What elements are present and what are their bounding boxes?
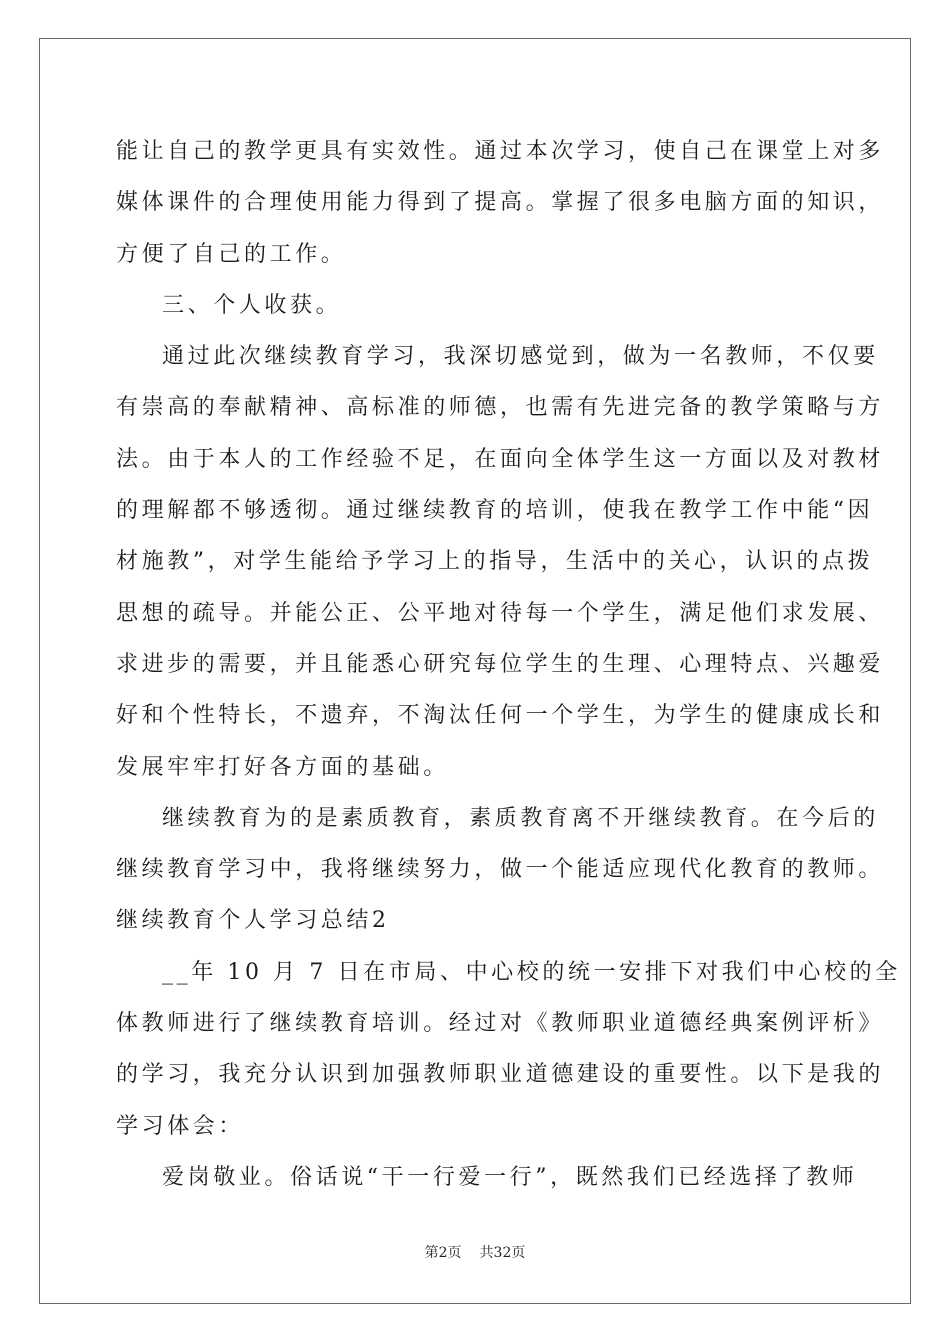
document-body <box>116 126 901 1203</box>
page-footer <box>0 1242 950 1262</box>
text-line: 通过此次继续教育学习，我深切感觉到，做为一名教师，不仅要 <box>162 344 879 370</box>
text-line: 继续教育学习中，我将继续努力，做一个能适应现代化教育的教师。 <box>116 857 885 883</box>
text-line: 发展牢牢打好各方面的基础。 <box>116 754 449 780</box>
page-total: 共32页 <box>479 1245 526 1261</box>
text-line: 材施教”，对学生能给予学习上的指导，生活中的关心，认识的点拨 <box>116 549 874 575</box>
text-line: 有崇高的奉献精神、高标准的师德，也需有先进完备的教学策略与方 <box>116 395 885 421</box>
text-line: 的理解都不够透彻。通过继续教育的培训，使我在教学工作中能“因 <box>116 498 874 524</box>
text-line: 爱岗敬业。俗话说“干一行爱一行”，既然我们已经选择了教师 <box>162 1164 858 1190</box>
text-line: 能让自己的教学更具有实效性。通过本次学习，使自己在课堂上对多 <box>116 139 885 164</box>
text-line: 学习体会： <box>116 1113 245 1139</box>
text-line: 法。由于本人的工作经验不足，在面向全体学生这一方面以及对教材 <box>116 446 885 472</box>
text-line: 思想的疏导。并能公正、公平地对待每一个学生，满足他们求发展、 <box>116 600 885 626</box>
page-number: 第2页 <box>424 1245 462 1261</box>
text-line: 的学习，我充分认识到加强教师职业道德建设的重要性。以下是我的 <box>116 1062 885 1088</box>
article-title: 继续教育个人学习总结2 <box>116 908 390 934</box>
text-line: 好和个性特长，不遗弃，不淘汰任何一个学生，为学生的健康成长和 <box>116 703 885 729</box>
text-line: 方便了自己的工作。 <box>116 241 347 267</box>
section-heading: 三、个人收获。 <box>162 292 342 318</box>
text-line: 媒体课件的合理使用能力得到了提高。掌握了很多电脑方面的知识， <box>116 190 885 216</box>
text-line: 体教师进行了继续教育培训。经过对《教师职业道德经典案例评析》 <box>116 1011 885 1037</box>
text-line: 继续教育为的是素质教育，素质教育离不开继续教育。在今后的 <box>162 805 879 831</box>
text-line: __年 10 月 7 日在市局、中心校的统一安排下对我们中心校的全 <box>162 959 901 985</box>
text-line: 求进步的需要，并且能悉心研究每位学生的生理、心理特点、兴趣爱 <box>116 651 885 677</box>
